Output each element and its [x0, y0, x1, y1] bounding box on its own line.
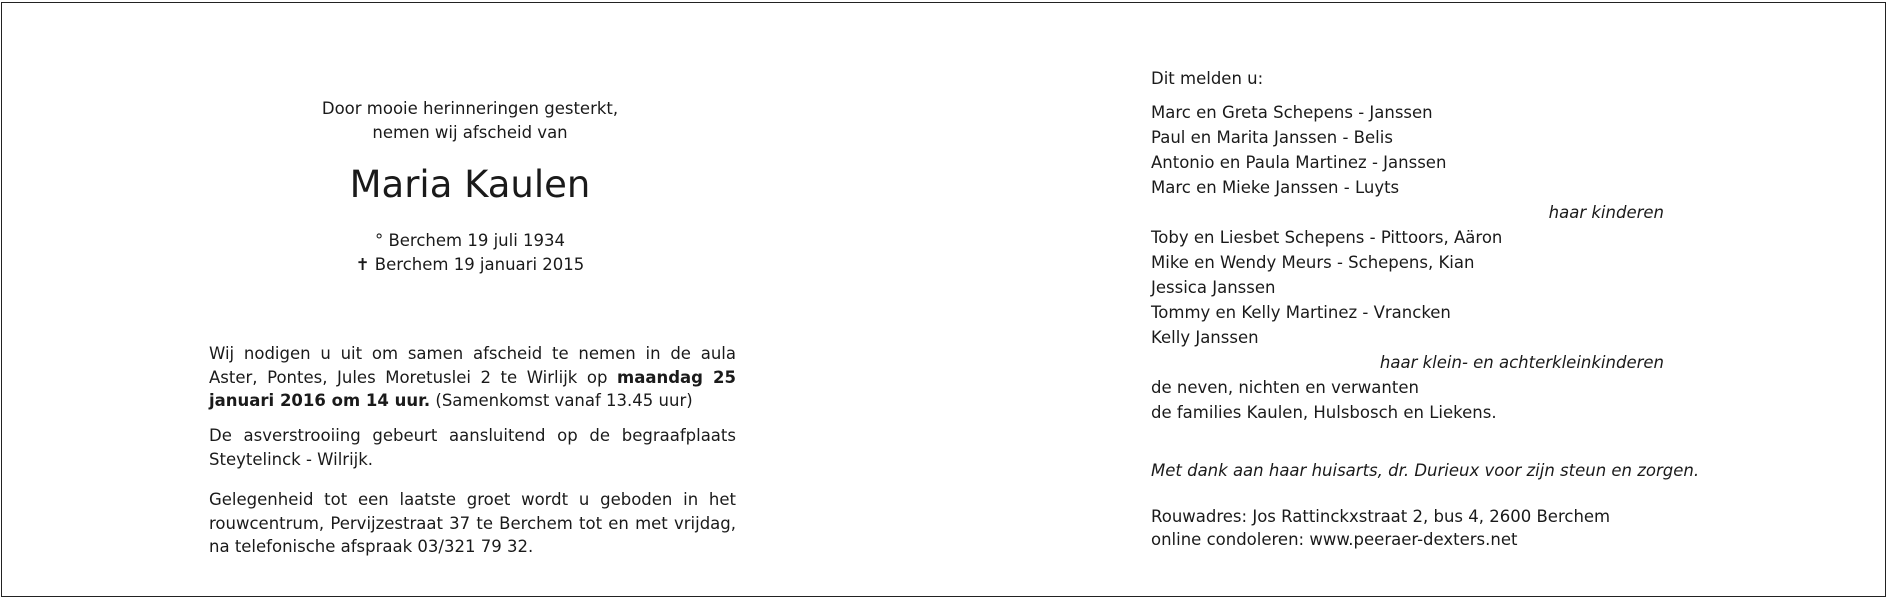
mourning-address: Rouwadres: Jos Rattinckxstraat 2, bus 4, 2600 Berchem — [1151, 507, 1611, 526]
birth-date: ° Berchem 19 juli 1934 — [374, 231, 566, 250]
contact-info — [1151, 505, 1664, 551]
list-item: Paul en Marita Janssen - Belis — [1151, 128, 1393, 147]
invitation-paragraph — [209, 342, 736, 413]
intro-line-2: nemen wij afscheid van — [372, 123, 568, 142]
thanks-text — [1151, 458, 1700, 483]
invitation-gathering: (Samenkomst vanaf 13.45 uur) — [430, 391, 693, 410]
list-item: Marc en Greta Schepens - Janssen — [1151, 103, 1433, 122]
deceased-name: Maria Kaulen — [349, 163, 591, 206]
ash-scattering-paragraph: De asverstrooiing gebeurt aansluitend op de begraafplaats Steytelinck - Wilrijk. — [209, 426, 736, 469]
intro-line-1: Door mooie herinneringen gesterkt, — [321, 99, 619, 118]
list-item: Kelly Janssen — [1151, 328, 1259, 347]
grandchildren-label: haar klein- en achterkleinkinderen — [1379, 353, 1664, 372]
announce-heading-text: Dit melden u: — [1151, 69, 1264, 88]
family-list — [1151, 100, 1664, 425]
list-item: Marc en Mieke Janssen - Luyts — [1151, 178, 1400, 197]
list-item: de neven, nichten en verwanten — [1151, 378, 1419, 397]
farewell-paragraph: Gelegenheid tot een laatste groet wordt u geboden in het rouwcentrum, Pervijzestraat 37 te Berchem tot en met vrijdag, na telefonische afspraak 03/321 79 32. — [209, 490, 736, 556]
list-item: de families Kaulen, Hulsbosch en Liekens. — [1151, 403, 1497, 422]
invitation-text: Wij nodigen u uit om samen afscheid te nemen in de aula Aster, Pontes, Jules Moretuslei 2 te Wirlijk op — [209, 344, 736, 387]
announcement-heading — [1151, 66, 1664, 91]
children-label: haar kinderen — [1548, 203, 1664, 222]
life-dates — [200, 229, 740, 277]
list-item: Antonio en Paula Martinez - Janssen — [1151, 153, 1447, 172]
list-item: Jessica Janssen — [1151, 278, 1276, 297]
online-condolence: online condoleren: www.peeraer-dexters.net — [1151, 530, 1518, 549]
intro-text — [200, 97, 740, 145]
invitation-date: maandag 25 januari 2016 om 14 uur. — [209, 367, 737, 410]
thanks-line: Met dank aan haar huisarts, dr. Durieux voor zijn steun en zorgen. — [1151, 461, 1700, 480]
list-item: Mike en Wendy Meurs - Schepens, Kian — [1151, 253, 1475, 272]
list-item: Tommy en Kelly Martinez - Vrancken — [1151, 303, 1451, 322]
list-item: Toby en Liesbet Schepens - Pittoors, Aäron — [1151, 228, 1503, 247]
death-date: ✝ Berchem 19 januari 2015 — [355, 255, 585, 274]
